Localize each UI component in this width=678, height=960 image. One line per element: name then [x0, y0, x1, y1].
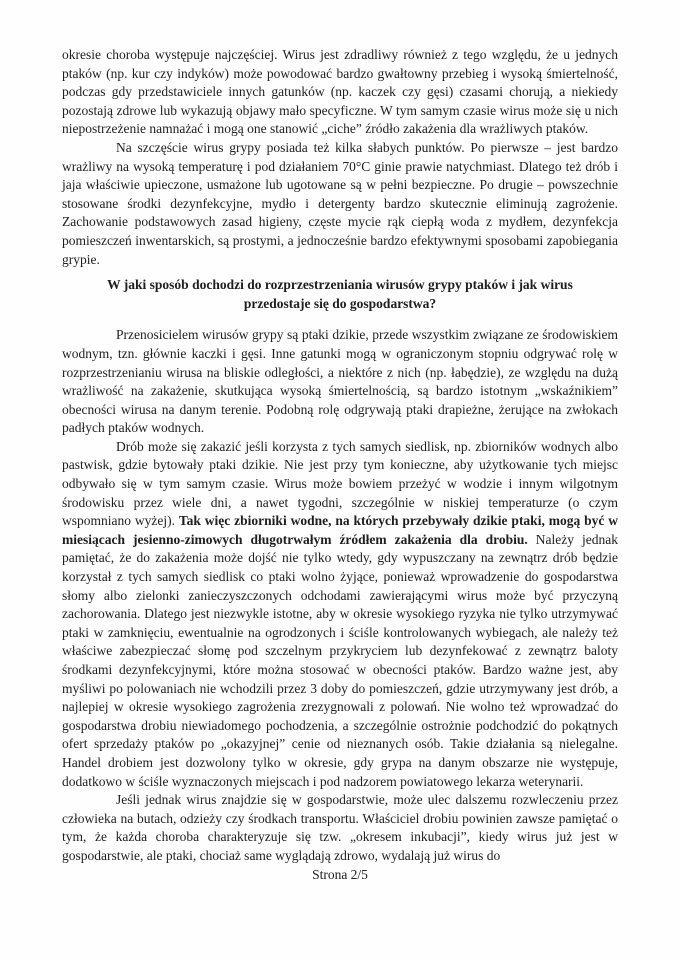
page-number: Strona 2/5 — [312, 866, 368, 882]
paragraph-poultry-infection-sources — [62, 438, 618, 791]
paragraph-virus-spread-on-farm: Jeśli jednak wirus znajdzie się w gospodarstwie, może ulec dalszemu rozwleczeniu przez człowieka na butach, odzieży czy środkach transportu. Właściciel drobiu powinien zawsze pamiętać o tym, że każda choroba charakteryzuje się tzw. „okresem inkubacji”, kiedy wirus już jest w gospodarstwie, ale ptaki, chociaż same wyglądają zdrowo, wydalają już wirus do — [62, 792, 618, 863]
paragraph-continuation-disease-course: okresie choroba występuje najczęściej. Wirus jest zdradliwy również z tego względu, że u jednych ptaków (np. kur czy indyków) może powodować bardzo gwałtowny przebieg i wysoką śmiertelność, podczas gdy przedstawiciele innych gatunków (np. kaczek czy gęsi) czasami chorują, a niekiedy pozostają zdrowe lub wykazują objawy mało specyficzne. W tym samym czasie wirus może się u nich niepostrzeżenie namnażać i mogą one stanowić „ciche” źródło zakażenia dla wrażliwych ptaków. — [62, 47, 618, 137]
paragraph-wild-birds-carriers: Przenosicielem wirusów grypy są ptaki dzikie, przede wszystkim związane ze środowiskiem wodnym, tzn. głównie kaczki i gęsi. Inne gatunki mogą w ograniczonym stopniu odgrywać rolę w rozprzestrzenianiu wirusa na bliskie odległości, a niektóre z nich (np. łabędzie), ze względu na dużą wrażliwość na zakażenie, skutkująca wysoką śmiertelnością, są bardzo istotnym „wskaźnikiem” obecności wirusa na danym terenie. Podobną rolę odgrywają ptaki drapieżne, żerujące na zwłokach padłych ptaków wodnych. — [62, 327, 618, 436]
paragraph-poultry-infection-part1: Drób może się zakazić jeśli korzysta z tych samych siedlisk, np. zbiorników wodnych albo pastwisk, gdzie bytowały ptaki dzikie. Nie jest przy tym konieczne, aby użytkowanie tych miejsc odbywało się w tym samym czasie. Wirus może bowiem przeżyć w wodzie i innym wilgotnym środowisku przez wiele dni, a nawet tygodni, szczególnie w niskiej temperaturze (o czym wspomniano wyżej). — [62, 438, 618, 529]
bold-warning-water-reservoirs: Tak więc zbiorniki wodne, na których przebywały dzikie ptaki, mogą być w miesiącach jesienno-zimowych długotrwałym źródłem zakażenia dla drobiu. — [62, 513, 618, 547]
paragraph-poultry-infection-part2: Należy jednak pamiętać, że do zakażenia może dojść nie tylko wtedy, gdy wypuszczany na zewnątrz drób będzie korzystał z tych samych siedlisk co ptaki wolno żyjące, ponieważ wprowadzenie do gospodarstwa słomy albo zielonki zanieczyszczonych odchodami zawierającymi wirus może być przyczyną zachorowania. Dlatego jest niezwykle istotne, aby w okresie wysokiego ryzyka nie tylko utrzymywać ptaki w zamknięciu, ewentualnie na ogrodzonych i ściśle kontrolowanych wybiegach, ale należy też właściwe zabezpieczać słomę pod szczelnym przykryciem lub dezynfekować z zewnątrz baloty środkami dezynfekcyjnymi, które można stosować w obecności ptaków. Bardzo ważne jest, aby myśliwi po polowaniach nie wchodzili przez 3 doby do pomieszczeń, gdzie utrzymywany jest drób, a najlepiej w okresie wysokiego zagrożenia zrezygnowali z polowań. Nie wolno też wprowadzać do gospodarstwa drobiu niewiadomego pochodzenia, a szczególnie ostrożnie podchodzić do pokątnych ofert sprzedaży ptaków po „okazyjnej” cenie od nieznanych osób. Takie działania są nielegalne. Handel drobiem jest dozwolony tylko w okresie, gdy grypa na danym obszarze nie występuje, dodatkowo w ściśle wyznaczonych miejscach i pod nadzorem powiatowego lekarza weterynarii. — [62, 531, 618, 789]
section-heading: W jaki sposób dochodzi do rozprzestrzeniania wirusów grypy ptaków i jak wirus przedostaje się do gospodarstwa? — [107, 277, 573, 311]
paragraph-virus-weak-points: Na szczęście wirus grypy posiada też kilka słabych punktów. Po pierwsze – jest bardzo wrażliwy na wysoką temperaturę i pod działaniem 70°C ginie prawie natychmiast. Dlatego też drób i jaja właściwie upieczone, usmażone lub ugotowane są w pełni bezpieczne. Po drugie – powszechnie stosowane środki dezynfekcyjne, mydło i detergenty bardzo skutecznie eliminują zagrożenie. Zachowanie podstawowych zasad higieny, częste mycie rąk ciepłą woda z mydłem, dezynfekcja pomieszczeń inwentarskich, są prostymi, a jednocześnie bardzo efektywnymi sposobami zapobiegania grypie. — [62, 139, 618, 267]
